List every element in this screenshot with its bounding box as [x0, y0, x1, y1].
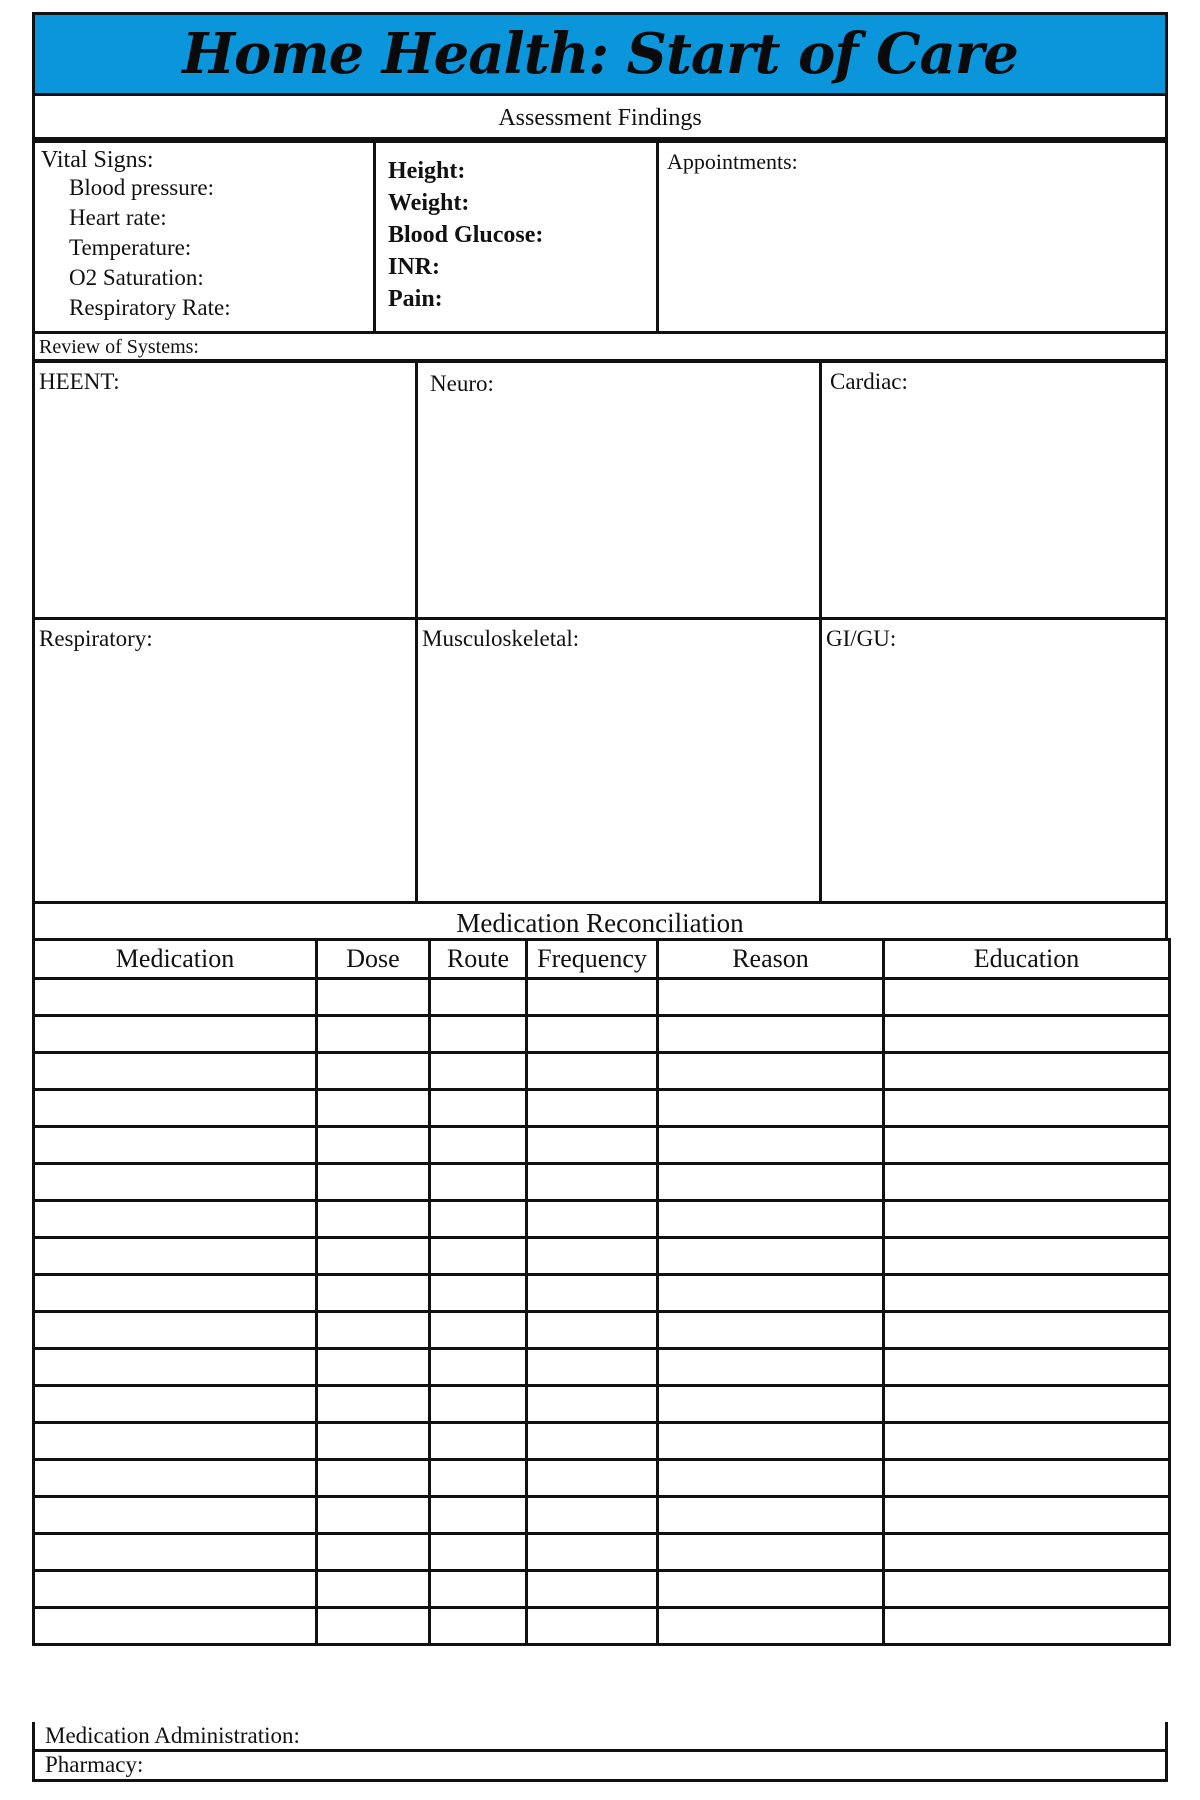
table-cell[interactable]: [34, 1053, 317, 1090]
measurements-box: [373, 140, 659, 334]
medication-administration-field[interactable]: [32, 1722, 1168, 1752]
page-title: Home Health: Start of Care: [182, 21, 1018, 87]
table-cell[interactable]: [317, 1201, 430, 1238]
column-header-route: Route: [430, 940, 527, 979]
ros-neuro-box[interactable]: [415, 360, 822, 620]
table-cell[interactable]: [884, 1127, 1170, 1164]
table-row: [34, 1090, 1170, 1127]
table-cell[interactable]: [317, 1090, 430, 1127]
table-row: [34, 1053, 1170, 1090]
table-cell[interactable]: [34, 1460, 317, 1497]
table-row: [34, 1460, 1170, 1497]
medication-table-body: [34, 979, 1170, 1645]
table-cell[interactable]: [34, 1423, 317, 1460]
table-cell[interactable]: [317, 1497, 430, 1534]
table-cell[interactable]: [884, 1164, 1170, 1201]
table-cell[interactable]: [658, 1460, 884, 1497]
table-row: [34, 979, 1170, 1016]
table-cell[interactable]: [658, 1534, 884, 1571]
table-cell[interactable]: [430, 1349, 527, 1386]
medication-table: [32, 938, 1171, 1646]
table-cell[interactable]: [884, 1090, 1170, 1127]
table-row: [34, 1571, 1170, 1608]
table-cell[interactable]: [34, 1571, 317, 1608]
table-cell[interactable]: [527, 1534, 658, 1571]
table-cell[interactable]: [658, 979, 884, 1016]
table-cell[interactable]: [658, 1053, 884, 1090]
table-cell[interactable]: [527, 1423, 658, 1460]
table-cell[interactable]: [884, 1275, 1170, 1312]
table-cell[interactable]: [317, 1349, 430, 1386]
blood-glucose-label: Blood Glucose:: [388, 222, 544, 248]
vital-signs-title: Vital Signs:: [41, 147, 154, 173]
table-cell[interactable]: [658, 1238, 884, 1275]
table-cell[interactable]: [884, 1349, 1170, 1386]
pharmacy-field[interactable]: [32, 1752, 1168, 1782]
table-cell[interactable]: [527, 1238, 658, 1275]
table-cell[interactable]: [430, 1460, 527, 1497]
table-cell[interactable]: [658, 1090, 884, 1127]
vital-blood-pressure-label: Blood pressure:: [69, 175, 215, 200]
height-label: Height:: [388, 158, 466, 184]
table-cell[interactable]: [34, 1127, 317, 1164]
ros-heent-label: HEENT:: [39, 369, 120, 394]
table-cell[interactable]: [658, 1571, 884, 1608]
table-cell[interactable]: [430, 1127, 527, 1164]
medication-table-header-row: [34, 940, 1170, 979]
table-cell[interactable]: [34, 1497, 317, 1534]
table-cell[interactable]: [34, 1312, 317, 1349]
table-cell[interactable]: [34, 1534, 317, 1571]
table-cell[interactable]: [527, 1127, 658, 1164]
table-cell[interactable]: [317, 1534, 430, 1571]
table-cell[interactable]: [317, 1016, 430, 1053]
weight-label: Weight:: [388, 190, 470, 216]
vital-signs-list: [69, 173, 231, 323]
table-cell[interactable]: [884, 1238, 1170, 1275]
table-row: [34, 1127, 1170, 1164]
table-cell[interactable]: [658, 1201, 884, 1238]
inr-label: INR:: [388, 254, 440, 280]
ros-respiratory-label: Respiratory:: [39, 626, 153, 651]
table-cell[interactable]: [317, 1312, 430, 1349]
ros-musculoskeletal-box[interactable]: [415, 617, 822, 904]
appointments-label: Appointments:: [667, 149, 798, 174]
table-cell[interactable]: [527, 979, 658, 1016]
table-cell[interactable]: [527, 1571, 658, 1608]
table-cell[interactable]: [884, 1423, 1170, 1460]
column-header-reason: Reason: [658, 940, 884, 979]
vital-temperature-label: Temperature:: [69, 235, 192, 260]
table-cell[interactable]: [317, 1608, 430, 1645]
table-cell[interactable]: [884, 1534, 1170, 1571]
table-cell[interactable]: [527, 1349, 658, 1386]
table-cell[interactable]: [884, 1386, 1170, 1423]
table-row: [34, 1312, 1170, 1349]
table-row: [34, 1164, 1170, 1201]
table-cell[interactable]: [430, 1423, 527, 1460]
table-cell[interactable]: [317, 1275, 430, 1312]
table-row: [34, 1016, 1170, 1053]
pharmacy-label: Pharmacy:: [45, 1752, 144, 1777]
table-cell[interactable]: [884, 1460, 1170, 1497]
table-cell[interactable]: [527, 1275, 658, 1312]
ros-musculoskeletal-label: Musculoskeletal:: [422, 626, 580, 651]
table-cell[interactable]: [34, 1275, 317, 1312]
table-row: [34, 1534, 1170, 1571]
table-cell[interactable]: [527, 1053, 658, 1090]
ros-respiratory-box[interactable]: [32, 617, 418, 904]
table-cell[interactable]: [317, 1571, 430, 1608]
vital-heart-rate-label: Heart rate:: [69, 205, 167, 230]
table-cell[interactable]: [884, 979, 1170, 1016]
table-cell[interactable]: [430, 1275, 527, 1312]
table-cell[interactable]: [430, 1386, 527, 1423]
table-cell[interactable]: [317, 1164, 430, 1201]
table-cell[interactable]: [658, 1275, 884, 1312]
table-row: [34, 1423, 1170, 1460]
table-cell[interactable]: [658, 1016, 884, 1053]
table-row: [34, 1349, 1170, 1386]
table-cell[interactable]: [317, 979, 430, 1016]
table-cell[interactable]: [430, 1608, 527, 1645]
table-cell[interactable]: [34, 1201, 317, 1238]
table-cell[interactable]: [527, 1090, 658, 1127]
ros-gigu-box[interactable]: [819, 617, 1168, 904]
column-header-frequency: Frequency: [527, 940, 658, 979]
table-cell[interactable]: [34, 1238, 317, 1275]
table-cell[interactable]: [430, 1090, 527, 1127]
medication-administration-label: Medication Administration:: [45, 1723, 300, 1748]
vital-respiratory-rate-label: Respiratory Rate:: [69, 295, 231, 320]
table-cell[interactable]: [658, 1127, 884, 1164]
ros-cardiac-box[interactable]: [819, 360, 1168, 620]
table-cell[interactable]: [658, 1423, 884, 1460]
table-cell[interactable]: [430, 1053, 527, 1090]
table-cell[interactable]: [317, 1386, 430, 1423]
table-cell[interactable]: [658, 1608, 884, 1645]
pain-label: Pain:: [388, 286, 443, 312]
measurements-list: [388, 155, 543, 315]
table-cell[interactable]: [34, 1386, 317, 1423]
column-header-education: Education: [884, 940, 1170, 979]
table-row: [34, 1238, 1170, 1275]
table-cell[interactable]: [884, 1201, 1170, 1238]
table-cell[interactable]: [430, 1312, 527, 1349]
review-of-systems-header: Review of Systems:: [32, 334, 1168, 362]
table-cell[interactable]: [430, 979, 527, 1016]
table-cell[interactable]: [430, 1571, 527, 1608]
table-cell[interactable]: [430, 1164, 527, 1201]
table-cell[interactable]: [317, 1238, 430, 1275]
table-cell[interactable]: [430, 1238, 527, 1275]
table-row: [34, 1497, 1170, 1534]
table-cell[interactable]: [317, 1127, 430, 1164]
table-cell[interactable]: [527, 1608, 658, 1645]
ros-neuro-label: Neuro:: [430, 371, 494, 396]
table-cell[interactable]: [884, 1053, 1170, 1090]
table-cell[interactable]: [34, 1164, 317, 1201]
vital-signs-box: [32, 140, 376, 334]
table-cell[interactable]: [430, 1534, 527, 1571]
table-cell[interactable]: [527, 1312, 658, 1349]
table-cell[interactable]: [884, 1497, 1170, 1534]
table-cell[interactable]: [884, 1571, 1170, 1608]
table-row: [34, 1386, 1170, 1423]
table-cell[interactable]: [317, 1460, 430, 1497]
table-row: [34, 1608, 1170, 1645]
table-cell[interactable]: [317, 1423, 430, 1460]
table-cell[interactable]: [34, 1090, 317, 1127]
table-row: [34, 1275, 1170, 1312]
table-cell[interactable]: [658, 1312, 884, 1349]
table-cell[interactable]: [658, 1349, 884, 1386]
table-cell[interactable]: [430, 1497, 527, 1534]
table-cell[interactable]: [34, 1016, 317, 1053]
table-cell[interactable]: [527, 1201, 658, 1238]
column-header-medication: Medication: [34, 940, 317, 979]
table-cell[interactable]: [317, 1053, 430, 1090]
table-cell[interactable]: [884, 1312, 1170, 1349]
table-cell[interactable]: [527, 1460, 658, 1497]
table-cell[interactable]: [34, 979, 317, 1016]
table-row: [34, 1201, 1170, 1238]
table-cell[interactable]: [527, 1016, 658, 1053]
table-cell[interactable]: [527, 1386, 658, 1423]
table-cell[interactable]: [430, 1016, 527, 1053]
table-cell[interactable]: [34, 1349, 317, 1386]
table-cell[interactable]: [527, 1164, 658, 1201]
table-cell[interactable]: [527, 1497, 658, 1534]
appointments-box[interactable]: [656, 140, 1168, 334]
ros-heent-box[interactable]: [32, 360, 418, 620]
title-banner: [32, 12, 1168, 96]
table-cell[interactable]: [658, 1164, 884, 1201]
table-cell[interactable]: [658, 1497, 884, 1534]
table-cell[interactable]: [884, 1016, 1170, 1053]
ros-gigu-label: GI/GU:: [826, 626, 897, 651]
column-header-dose: Dose: [317, 940, 430, 979]
vital-o2-saturation-label: O2 Saturation:: [69, 265, 204, 290]
table-cell[interactable]: [430, 1201, 527, 1238]
table-cell[interactable]: [884, 1608, 1170, 1645]
table-cell[interactable]: [34, 1608, 317, 1645]
table-cell[interactable]: [658, 1386, 884, 1423]
assessment-findings-header: Assessment Findings: [32, 96, 1168, 140]
medication-reconciliation-header: Medication Reconciliation: [32, 901, 1168, 941]
ros-cardiac-label: Cardiac:: [830, 369, 908, 394]
